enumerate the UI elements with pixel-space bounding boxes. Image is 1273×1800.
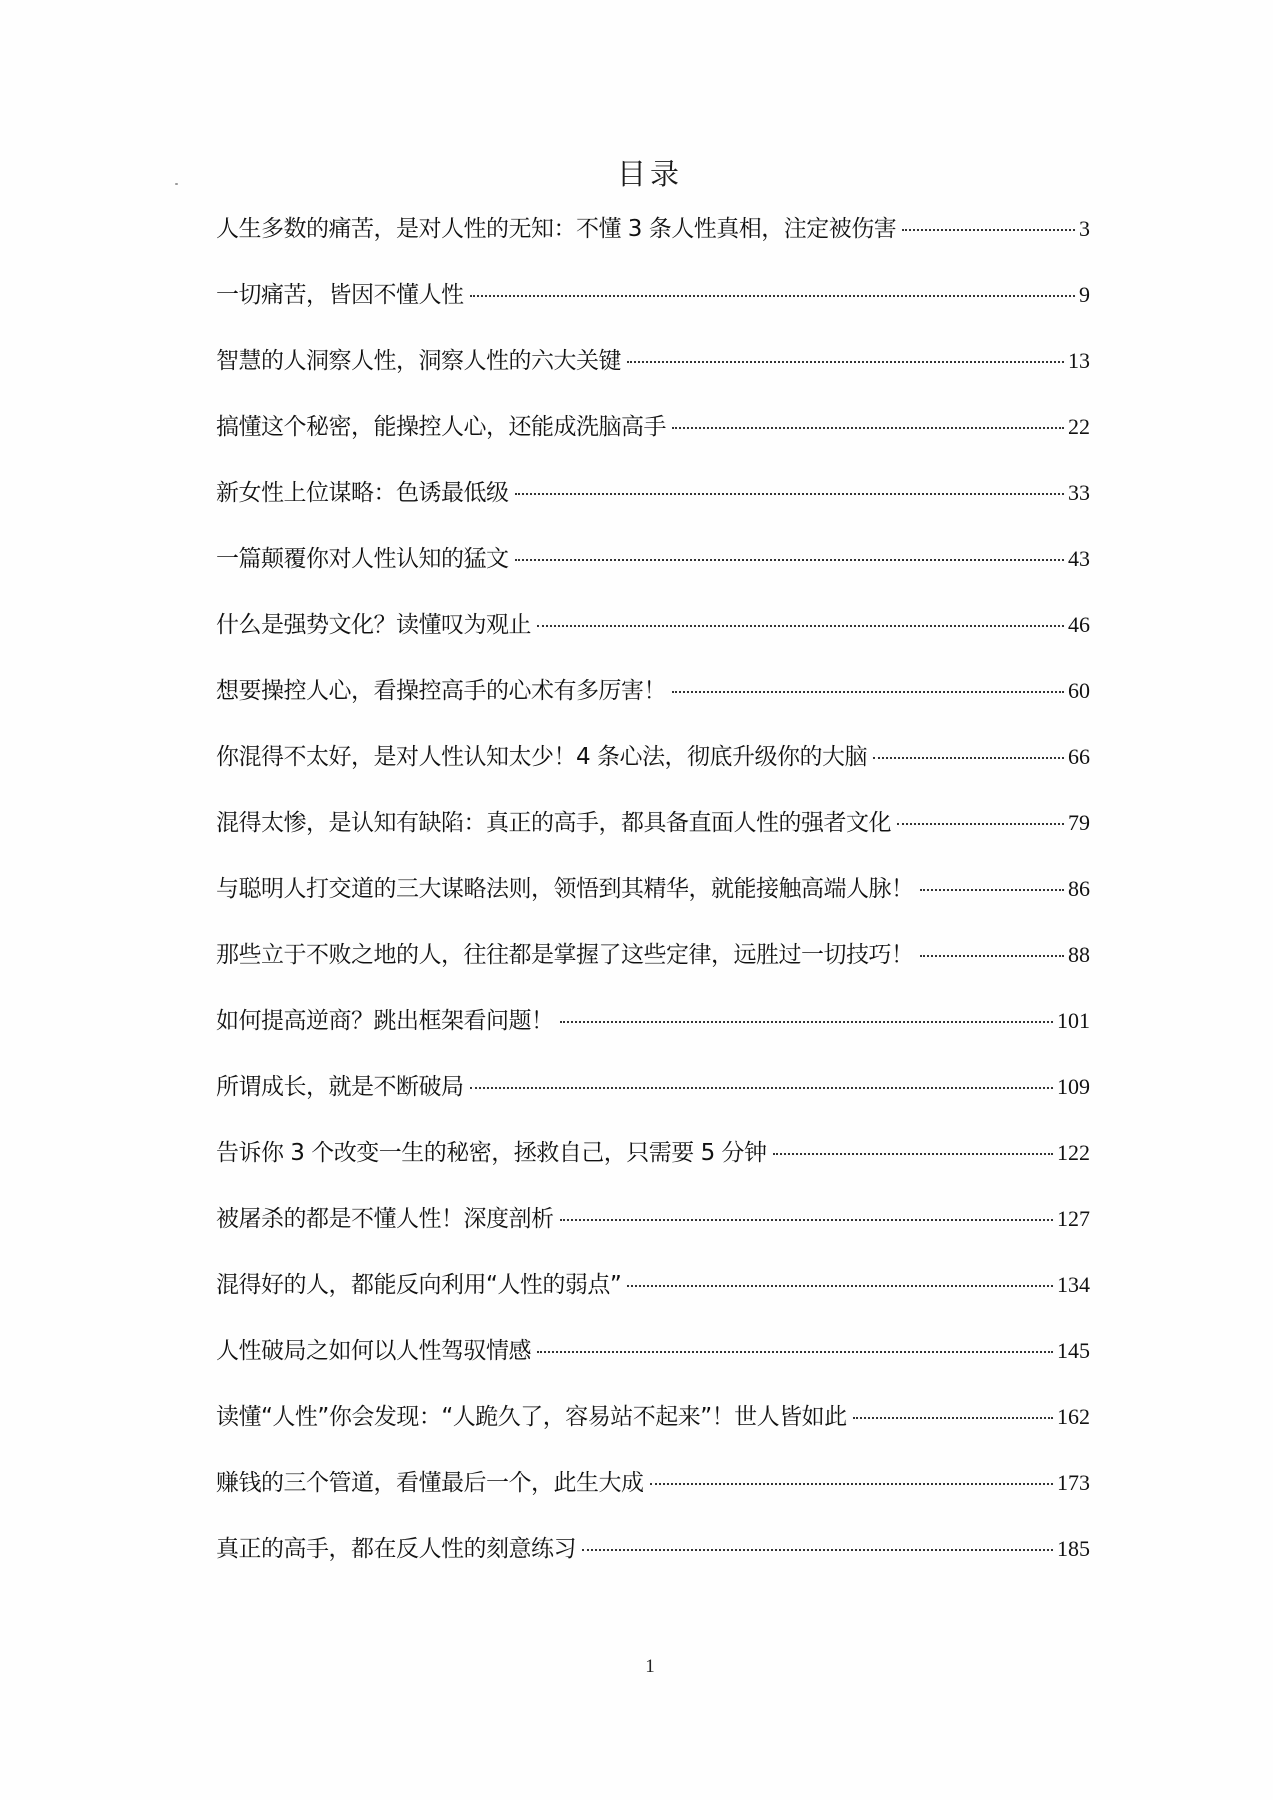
toc-entry-title: 一篇颠覆你对人性认知的猛文 [216, 546, 509, 572]
toc-entry [216, 408, 1090, 474]
toc-entry-title: 什么是强势文化？读懂叹为观止 [216, 612, 531, 638]
dot-leader [515, 493, 1065, 495]
toc-entry [216, 606, 1090, 672]
toc-entry-page: 43 [1068, 546, 1090, 571]
dot-leader [470, 1087, 1054, 1089]
toc-entry-page: 13 [1068, 348, 1090, 373]
dot-leader [537, 625, 1064, 627]
toc-entry-title: 被屠杀的都是不懂人性！深度剖析 [216, 1206, 554, 1232]
toc-entry [216, 936, 1090, 1002]
toc-entry-title: 人性破局之如何以人性驾驭情感 [216, 1338, 531, 1364]
toc-entry-page: 46 [1068, 612, 1090, 637]
toc-entry-page: 134 [1057, 1272, 1090, 1297]
toc-entry-page: 86 [1068, 876, 1090, 901]
toc-entry-title: 智慧的人洞察人性，洞察人性的六大关键 [216, 348, 621, 374]
toc-entry-page: 79 [1068, 810, 1090, 835]
toc-entry [216, 1398, 1090, 1464]
toc-entry-page: 33 [1068, 480, 1090, 505]
toc-entry-page: 173 [1057, 1470, 1090, 1495]
dot-leader [897, 823, 1064, 825]
dot-leader [515, 559, 1065, 561]
toc-entry-page: 162 [1057, 1404, 1090, 1429]
toc-entry [216, 672, 1090, 738]
dot-leader [627, 1285, 1053, 1287]
toc-title: 目录 [616, 157, 683, 191]
toc-entry [216, 1200, 1090, 1266]
page-number: 1 [645, 1656, 655, 1677]
toc-entry-title: 读懂“人性”你会发现：“人跪久了，容易站不起来”！世人皆如此 [216, 1404, 847, 1430]
toc-entry [216, 1464, 1090, 1530]
dot-leader [650, 1483, 1054, 1485]
dot-leader [560, 1021, 1054, 1023]
toc-entry-page: 185 [1057, 1536, 1090, 1561]
toc-entry-title: 所谓成长，就是不断破局 [216, 1074, 464, 1100]
toc-entry [216, 474, 1090, 540]
toc-entry-title: 真正的高手，都在反人性的刻意练习 [216, 1536, 576, 1562]
toc-entry-title: 想要操控人心，看操控高手的心术有多厉害！ [216, 678, 666, 704]
dot-leader [560, 1219, 1054, 1221]
toc-entry-page: 127 [1057, 1206, 1090, 1231]
toc-entry-title: 新女性上位谋略：色诱最低级 [216, 480, 509, 506]
toc-entry-title: 搞懂这个秘密，能操控人心，还能成洗脑高手 [216, 414, 666, 440]
toc-entry-title: 你混得不太好，是对人性认知太少！4 条心法，彻底升级你的大脑 [216, 744, 867, 770]
toc-entry-title: 与聪明人打交道的三大谋略法则，领悟到其精华，就能接触高端人脉！ [216, 876, 914, 902]
toc-entry-title: 混得好的人，都能反向利用“人性的弱点” [216, 1272, 622, 1298]
toc-entry-title: 那些立于不败之地的人，往往都是掌握了这些定律，远胜过一切技巧！ [216, 942, 914, 968]
toc-entry [216, 870, 1090, 936]
toc-entry-page: 9 [1079, 282, 1090, 307]
dot-leader [873, 757, 1064, 759]
toc-entry-page: 22 [1068, 414, 1090, 439]
toc-entry [216, 540, 1090, 606]
toc-entry [216, 1332, 1090, 1398]
toc-entry-title: 如何提高逆商？跳出框架看问题！ [216, 1008, 554, 1034]
dot-leader [672, 691, 1064, 693]
dot-leader [627, 361, 1064, 363]
dot-leader [920, 889, 1065, 891]
toc-entry-title: 一切痛苦，皆因不懂人性 [216, 282, 464, 308]
toc-entry-page: 145 [1057, 1338, 1090, 1363]
toc-entry [216, 1068, 1090, 1134]
toc-list [216, 210, 1090, 1596]
toc-entry-title: 混得太惨，是认知有缺陷：真正的高手，都具备直面人性的强者文化 [216, 810, 891, 836]
toc-entry-title: 告诉你 3 个改变一生的秘密，拯救自己，只需要 5 分钟 [216, 1140, 767, 1166]
toc-entry [216, 342, 1090, 408]
toc-entry [216, 1134, 1090, 1200]
toc-entry [216, 1266, 1090, 1332]
toc-entry-page: 88 [1068, 942, 1090, 967]
dot-leader [853, 1417, 1053, 1419]
toc-entry-page: 60 [1068, 678, 1090, 703]
dot-leader [773, 1153, 1053, 1155]
dot-leader [582, 1549, 1053, 1551]
toc-entry [216, 1002, 1090, 1068]
toc-entry-page: 66 [1068, 744, 1090, 769]
toc-entry [216, 804, 1090, 870]
dot-leader [672, 427, 1064, 429]
toc-entry [216, 1530, 1090, 1596]
toc-entry-page: 122 [1057, 1140, 1090, 1165]
toc-entry-title: 人生多数的痛苦，是对人性的无知：不懂 3 条人性真相，注定被伤害 [216, 216, 897, 242]
toc-entry-page: 101 [1057, 1008, 1090, 1033]
toc-entry [216, 738, 1090, 804]
toc-entry-page: 3 [1079, 216, 1090, 241]
dot-leader [920, 955, 1065, 957]
dot-leader [902, 229, 1075, 231]
toc-entry-title: 赚钱的三个管道，看懂最后一个，此生大成 [216, 1470, 644, 1496]
toc-entry-page: 109 [1057, 1074, 1090, 1099]
toc-entry [216, 210, 1090, 276]
dot-leader [470, 295, 1076, 297]
dot-leader [537, 1351, 1053, 1353]
toc-entry [216, 276, 1090, 342]
